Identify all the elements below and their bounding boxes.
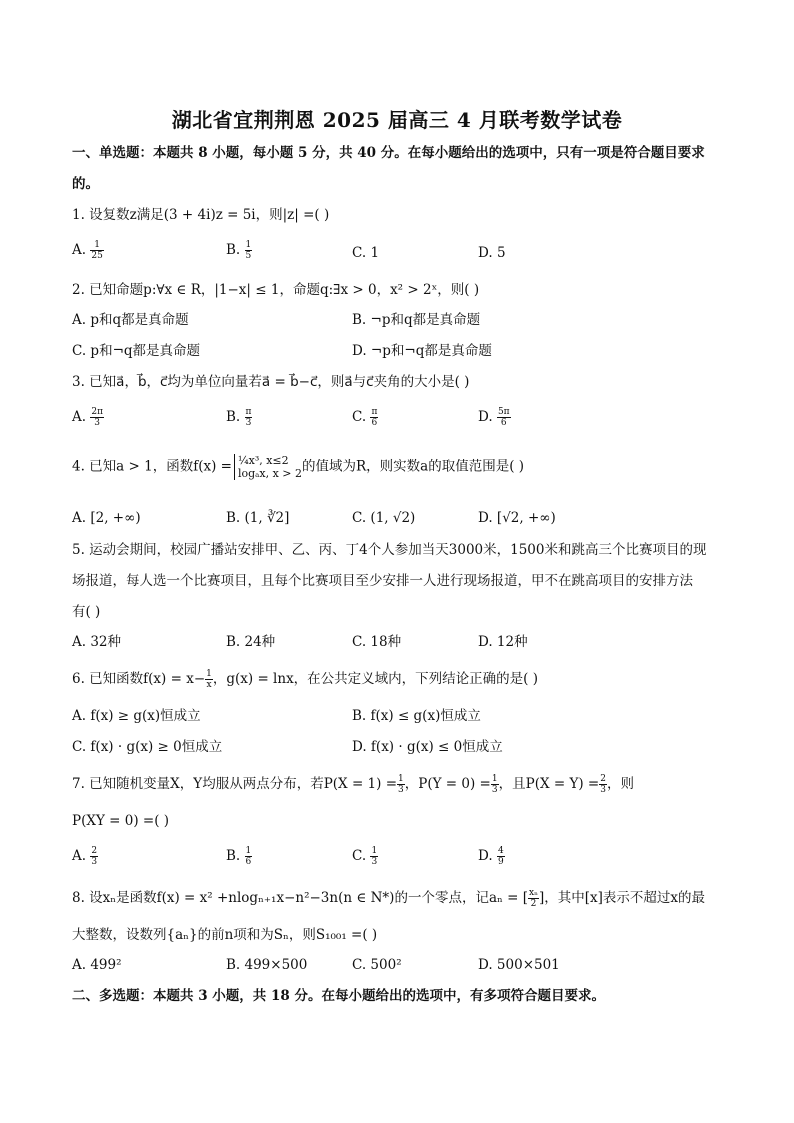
q8-option-a: A. 499² (72, 957, 122, 973)
fraction (370, 846, 378, 867)
denominator: 3 (491, 785, 498, 795)
option-letter: D. (478, 409, 493, 425)
q3-option-a (72, 407, 104, 428)
option-letter: D. (478, 245, 493, 261)
fraction (497, 846, 505, 867)
stem-text: ]，其中[x]表示不超过x的最 (538, 890, 706, 906)
fraction (491, 774, 499, 795)
question-4-stem (72, 454, 524, 480)
stem-text: ，且P(X = Y) = (498, 776, 600, 792)
fraction (90, 240, 103, 261)
fraction (397, 774, 405, 795)
question-6-stem (72, 669, 538, 690)
fraction (599, 774, 607, 795)
fraction (528, 888, 539, 909)
option-letter: C. (352, 409, 367, 425)
numerator: 1 (491, 774, 498, 784)
q6-option-a: A. f(x) ≥ g(x)恒成立 (72, 708, 201, 724)
q8-option-c: C. 500² (352, 957, 402, 973)
numerator: 1 (206, 669, 212, 679)
q2-option-d: D. ¬p和¬q都是真命题 (352, 343, 492, 359)
q4-option-d: D. [√2, +∞) (478, 510, 556, 526)
piece-top: ¼x³, x≤2 (237, 454, 289, 467)
fraction (205, 669, 213, 690)
q7-option-c (352, 846, 378, 867)
question-5-stem-line1: 5. 运动会期间，校园广播站安排甲、乙、丙、丁4个人参加当天3000米，1500米和跳高三个比赛项目的现 (72, 542, 707, 558)
piecewise-function (234, 454, 302, 480)
question-5-stem-line3: 有( ) (72, 604, 101, 620)
denominator: 3 (245, 418, 252, 428)
q6-option-c: C. f(x) · g(x) ≥ 0恒成立 (72, 739, 223, 755)
numerator: 4 (497, 846, 504, 856)
option-letter: A. (72, 409, 87, 425)
q8-option-d: D. 500×501 (478, 957, 560, 973)
option-letter: A. (72, 242, 87, 258)
denominator: 3 (94, 418, 101, 428)
stem-text: 7. 已知随机变量X，Y均服从两点分布，若P(X = 1) = (72, 776, 398, 792)
stem-text: 8. 设xₙ是函数f(x) = x² +nlogₙ₊₁x−n²−3n(n ∈ N*)的一个零点，记aₙ = [ (72, 890, 528, 906)
question-2-stem: 2. 已知命题p:∀x ∈ R，|1−x| ≤ 1，命题q:∃x > 0，x² > 2ˣ，则( ) (72, 282, 480, 298)
option-letter: D. (478, 848, 493, 864)
question-8-stem-line2: 大整数，设数列{aₙ}的前n项和为Sₙ，则S₁₀₀₁ =( ) (72, 927, 378, 943)
stem-text: 4. 已知a > 1，函数f(x) = (72, 458, 232, 475)
q2-option-a: A. p和q都是真命题 (72, 312, 189, 328)
denominator: 3 (398, 785, 404, 795)
denominator: 6 (500, 418, 507, 428)
q7-option-a (72, 846, 98, 867)
stem-text: 的值域为R，则实数a的取值范围是( ) (302, 458, 525, 475)
option-letter: B. (226, 242, 241, 258)
option-letter: A. (72, 848, 87, 864)
q7-option-d (478, 846, 505, 867)
fraction (90, 407, 104, 428)
denominator: 3 (91, 857, 98, 867)
numerator: 2 (91, 846, 98, 856)
q1-option-b (226, 240, 252, 261)
section-1-heading-cont: 的。 (72, 176, 99, 192)
denominator: 6 (245, 857, 252, 867)
section-2-heading: 二、多选题：本题共 3 小题，共 18 分。在每小题给出的选项中，有多项符合题目要求。 (72, 988, 605, 1004)
denominator: 2 (530, 899, 537, 909)
option-letter: B. (226, 848, 241, 864)
piece-bottom: logₐx, x > 2 (237, 467, 302, 480)
question-5-stem-line2: 场报道，每人选一个比赛项目，且每个比赛项目至少安排一人进行现场报道，甲不在跳高项目的安排方法 (72, 573, 693, 589)
q2-option-c: C. p和¬q都是真命题 (72, 343, 201, 359)
question-8-stem (72, 888, 705, 909)
fraction (90, 846, 98, 867)
numerator: 1 (398, 774, 404, 784)
q1-option-d (478, 243, 506, 263)
fraction (245, 240, 253, 261)
q5-option-d: D. 12种 (478, 634, 528, 650)
fraction (497, 407, 511, 428)
numerator: π (371, 407, 378, 417)
numerator: 1 (245, 240, 252, 250)
option-letter: B. (226, 409, 241, 425)
numerator: xₙ (529, 888, 538, 898)
numerator: 2π (91, 407, 103, 417)
fraction (245, 846, 253, 867)
q8-option-b: B. 499×500 (226, 957, 308, 973)
denominator: 25 (91, 251, 103, 261)
q3-option-b (226, 407, 252, 428)
numerator: 1 (90, 240, 103, 251)
q6-option-d: D. f(x) · g(x) ≤ 0恒成立 (352, 739, 503, 755)
q3-option-c (352, 407, 378, 428)
denominator: 9 (497, 857, 504, 867)
fraction (245, 407, 253, 428)
stem-text: ，g(x) = lnx，在公共定义域内，下列结论正确的是( ) (212, 671, 539, 687)
question-7-stem (72, 774, 634, 795)
option-letter: C. (352, 848, 367, 864)
q7-option-b (226, 846, 252, 867)
question-3-stem: 3. 已知a⃗，b⃗，c⃗均为单位向量若a⃗ = b⃗−c⃗，则a⃗与c⃗夹角的大小是( ) (72, 374, 470, 390)
stem-text: ，P(Y = 0) = (404, 776, 491, 792)
q4-option-c: C. (1, √2) (352, 510, 416, 526)
q3-option-d (478, 407, 511, 428)
option-value: 1 (370, 245, 380, 261)
denominator: 3 (371, 857, 378, 867)
fraction (370, 407, 378, 428)
denominator: x (206, 680, 212, 690)
q2-option-b: B. ¬p和q都是真命题 (352, 312, 481, 328)
q5-option-b: B. 24种 (226, 634, 276, 650)
q4-option-a: A. [2, +∞) (72, 510, 141, 526)
numerator: 2 (600, 774, 606, 784)
stem-text: ，则 (606, 776, 634, 792)
q6-option-b: B. f(x) ≤ g(x)恒成立 (352, 708, 481, 724)
question-7-stem-line2: P(XY = 0) =( ) (72, 813, 170, 829)
exam-title: 湖北省宜荆荆恩 2025 届高三 4 月联考数学试卷 (171, 108, 623, 132)
section-1-heading: 一、单选题：本题共 8 小题，每小题 5 分，共 40 分。在每小题给出的选项中，只有一项是符合题目要求 (72, 145, 705, 161)
numerator: π (245, 407, 252, 417)
q1-option-c (352, 243, 379, 263)
denominator: 5 (245, 251, 252, 261)
option-value: 5 (496, 245, 506, 261)
numerator: 5π (497, 407, 510, 417)
option-letter: C. (352, 245, 367, 261)
q5-option-a: A. 32种 (72, 634, 122, 650)
stem-text: 6. 已知函数f(x) = x− (72, 671, 206, 687)
denominator: 6 (371, 418, 378, 428)
numerator: 1 (371, 846, 378, 856)
denominator: 3 (600, 785, 606, 795)
q1-option-a (72, 240, 104, 261)
q4-option-b: B. (1, ∛2] (226, 510, 290, 526)
q5-option-c: C. 18种 (352, 634, 402, 650)
question-1-stem: 1. 设复数z满足(3 + 4i)z = 5i，则|z| =( ) (72, 207, 330, 223)
numerator: 1 (245, 846, 252, 856)
